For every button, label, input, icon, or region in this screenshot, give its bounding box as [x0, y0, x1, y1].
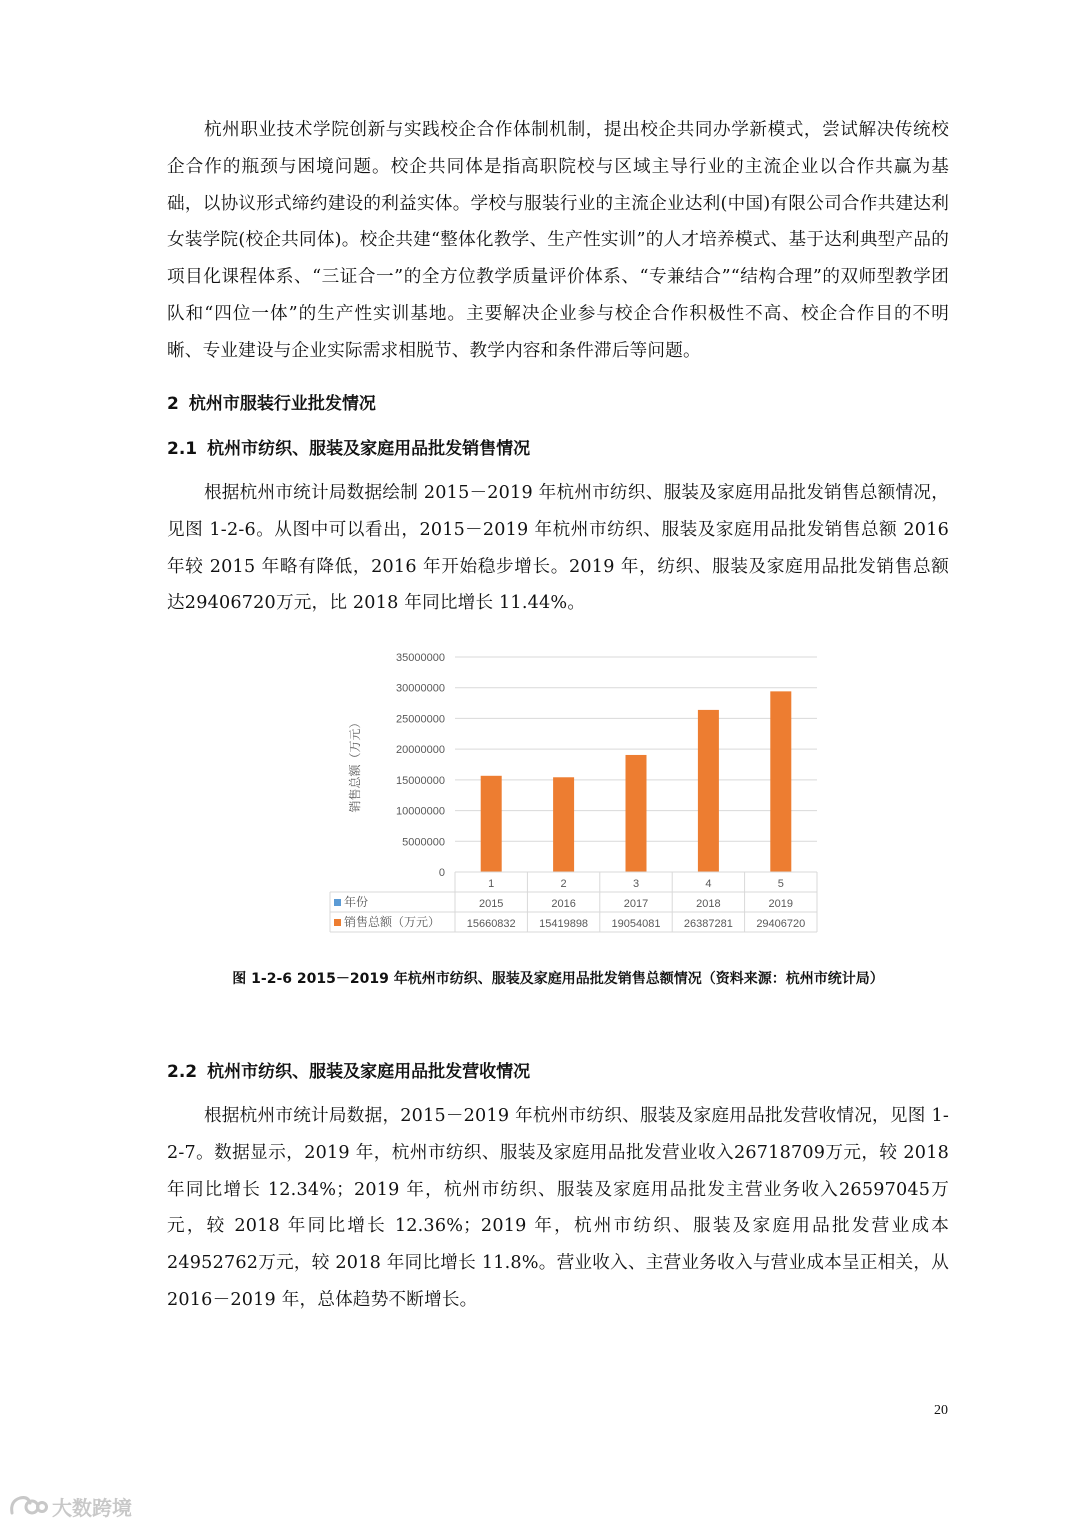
bar — [698, 710, 719, 872]
x-tick-label: 2 — [560, 878, 567, 890]
section-number: 2.1 — [167, 439, 198, 459]
x-tick-label: 5 — [777, 878, 784, 890]
table-cell: 15419898 — [539, 918, 589, 930]
paragraph-intro: 杭州职业技术学院创新与实践校企合作体制机制，提出校企共同办学新模式，尝试解决传统校企合作的瓶颈与困境问题。校企共同体是指高职院校与区域主导行业的主流企业以合作共赢为基础，以协议形式缔约建设的利益实体。学校与服装行业的主流企业达利(中国)有限公司合作共建达利女装学院(校企共同体)。校企共建“整体化教学、生产性实训”的人才培养模式、基于达利典型产品的项目化课程体系、“三证合一”的全方位教学质量评价体系、“专兼结合”“结构合理”的双师型教学团队和“四位一体”的生产性实训基地。主要解决企业参与校企合作积极性不高、校企合作目的不明晰、专业建设与企业实际需求相脱节、教学内容和条件滞后等问题。 — [167, 120, 949, 361]
table-cell: 2018 — [696, 898, 721, 910]
table-cell: 2017 — [623, 898, 649, 910]
section-heading-2-1 — [167, 434, 530, 459]
watermark-logo-icon — [8, 1493, 48, 1519]
watermark-text: 大数跨境 — [52, 1495, 132, 1520]
y-tick-label: 10000000 — [396, 805, 445, 818]
table-cell: 19054081 — [611, 918, 661, 930]
section-title: 杭州市服装行业批发情况 — [188, 394, 376, 414]
table-cell: 2016 — [551, 898, 576, 910]
section-number: 2 — [167, 394, 179, 414]
y-tick-label: 35000000 — [396, 652, 445, 664]
y-tick-label: 20000000 — [396, 744, 445, 757]
table-cell: 29406720 — [756, 918, 806, 930]
table-cell: 26387281 — [683, 918, 733, 930]
bar — [553, 777, 574, 872]
bar — [770, 691, 791, 872]
section-heading-2-2 — [167, 1057, 530, 1082]
watermark — [8, 1490, 132, 1522]
y-axis-label: 销售总额（万元） — [348, 716, 362, 813]
y-tick-label: 30000000 — [396, 682, 445, 695]
section-heading-2 — [167, 389, 376, 414]
x-tick-label: 4 — [705, 878, 712, 890]
y-tick-label: 15000000 — [396, 774, 445, 787]
table-cell: 15660832 — [466, 918, 516, 930]
section-title: 杭州市纺织、服装及家庭用品批发营收情况 — [207, 1062, 531, 1082]
x-tick-label: 1 — [488, 878, 495, 890]
y-tick-label: 25000000 — [396, 713, 445, 726]
bar — [481, 776, 502, 872]
section-number: 2.2 — [167, 1062, 198, 1082]
legend-key — [334, 899, 341, 906]
table-row-label: 销售总额（万元） — [344, 915, 441, 929]
table-cell: 2019 — [768, 898, 794, 910]
legend-key — [334, 919, 341, 926]
section-title: 杭州市纺织、服装及家庭用品批发销售情况 — [207, 439, 531, 459]
table-row-label: 年份 — [344, 895, 369, 909]
bar — [626, 755, 647, 872]
paragraph-sales: 根据杭州市统计局数据绘制 2015－2019 年杭州市纺织、服装及家庭用品批发销售总额情况，见图 1-2-6。从图中可以看出，2015－2019 年杭州市纺织、服装及家庭用品批发销售总额 2016 年较 2015 年略有降低，2016 年开始稳步增长。2019 年，纺织、服装及家庭用品批发销售总额达29406720万元，比 2018 年同比增长 11.44%。 — [167, 483, 949, 614]
x-tick-label: 3 — [632, 878, 640, 890]
table-cell: 2015 — [478, 898, 504, 910]
chart-canvas — [325, 645, 825, 940]
sales-bar-chart — [325, 645, 825, 940]
y-tick-label: 0 — [438, 867, 445, 879]
paragraph-revenue: 根据杭州市统计局数据，2015－2019 年杭州市纺织、服装及家庭用品批发营收情况，见图 1-2-7。数据显示，2019 年，杭州市纺织、服装及家庭用品批发营业收入26718709万元，较 2018 年同比增长 12.34%；2019 年，杭州市纺织、服装及家庭用品批发主营业务收入26597045万元，较 2018 年同比增长 12.36%；2019 年，杭州市纺织、服装及家庭用品批发营业成本24952762万元，较 2018 年同比增长 11.8%。营业收入、主营业务收入与营业成本呈正相关，从 2016－2019 年，总体趋势不断增长。 — [167, 1106, 949, 1310]
page-number: 20 — [934, 1403, 948, 1418]
figure-caption: 图 1-2-6 2015－2019 年杭州市纺织、服装及家庭用品批发销售总额情况（资料来源：杭州市统计局） — [232, 971, 884, 987]
y-tick-label: 5000000 — [402, 836, 445, 849]
